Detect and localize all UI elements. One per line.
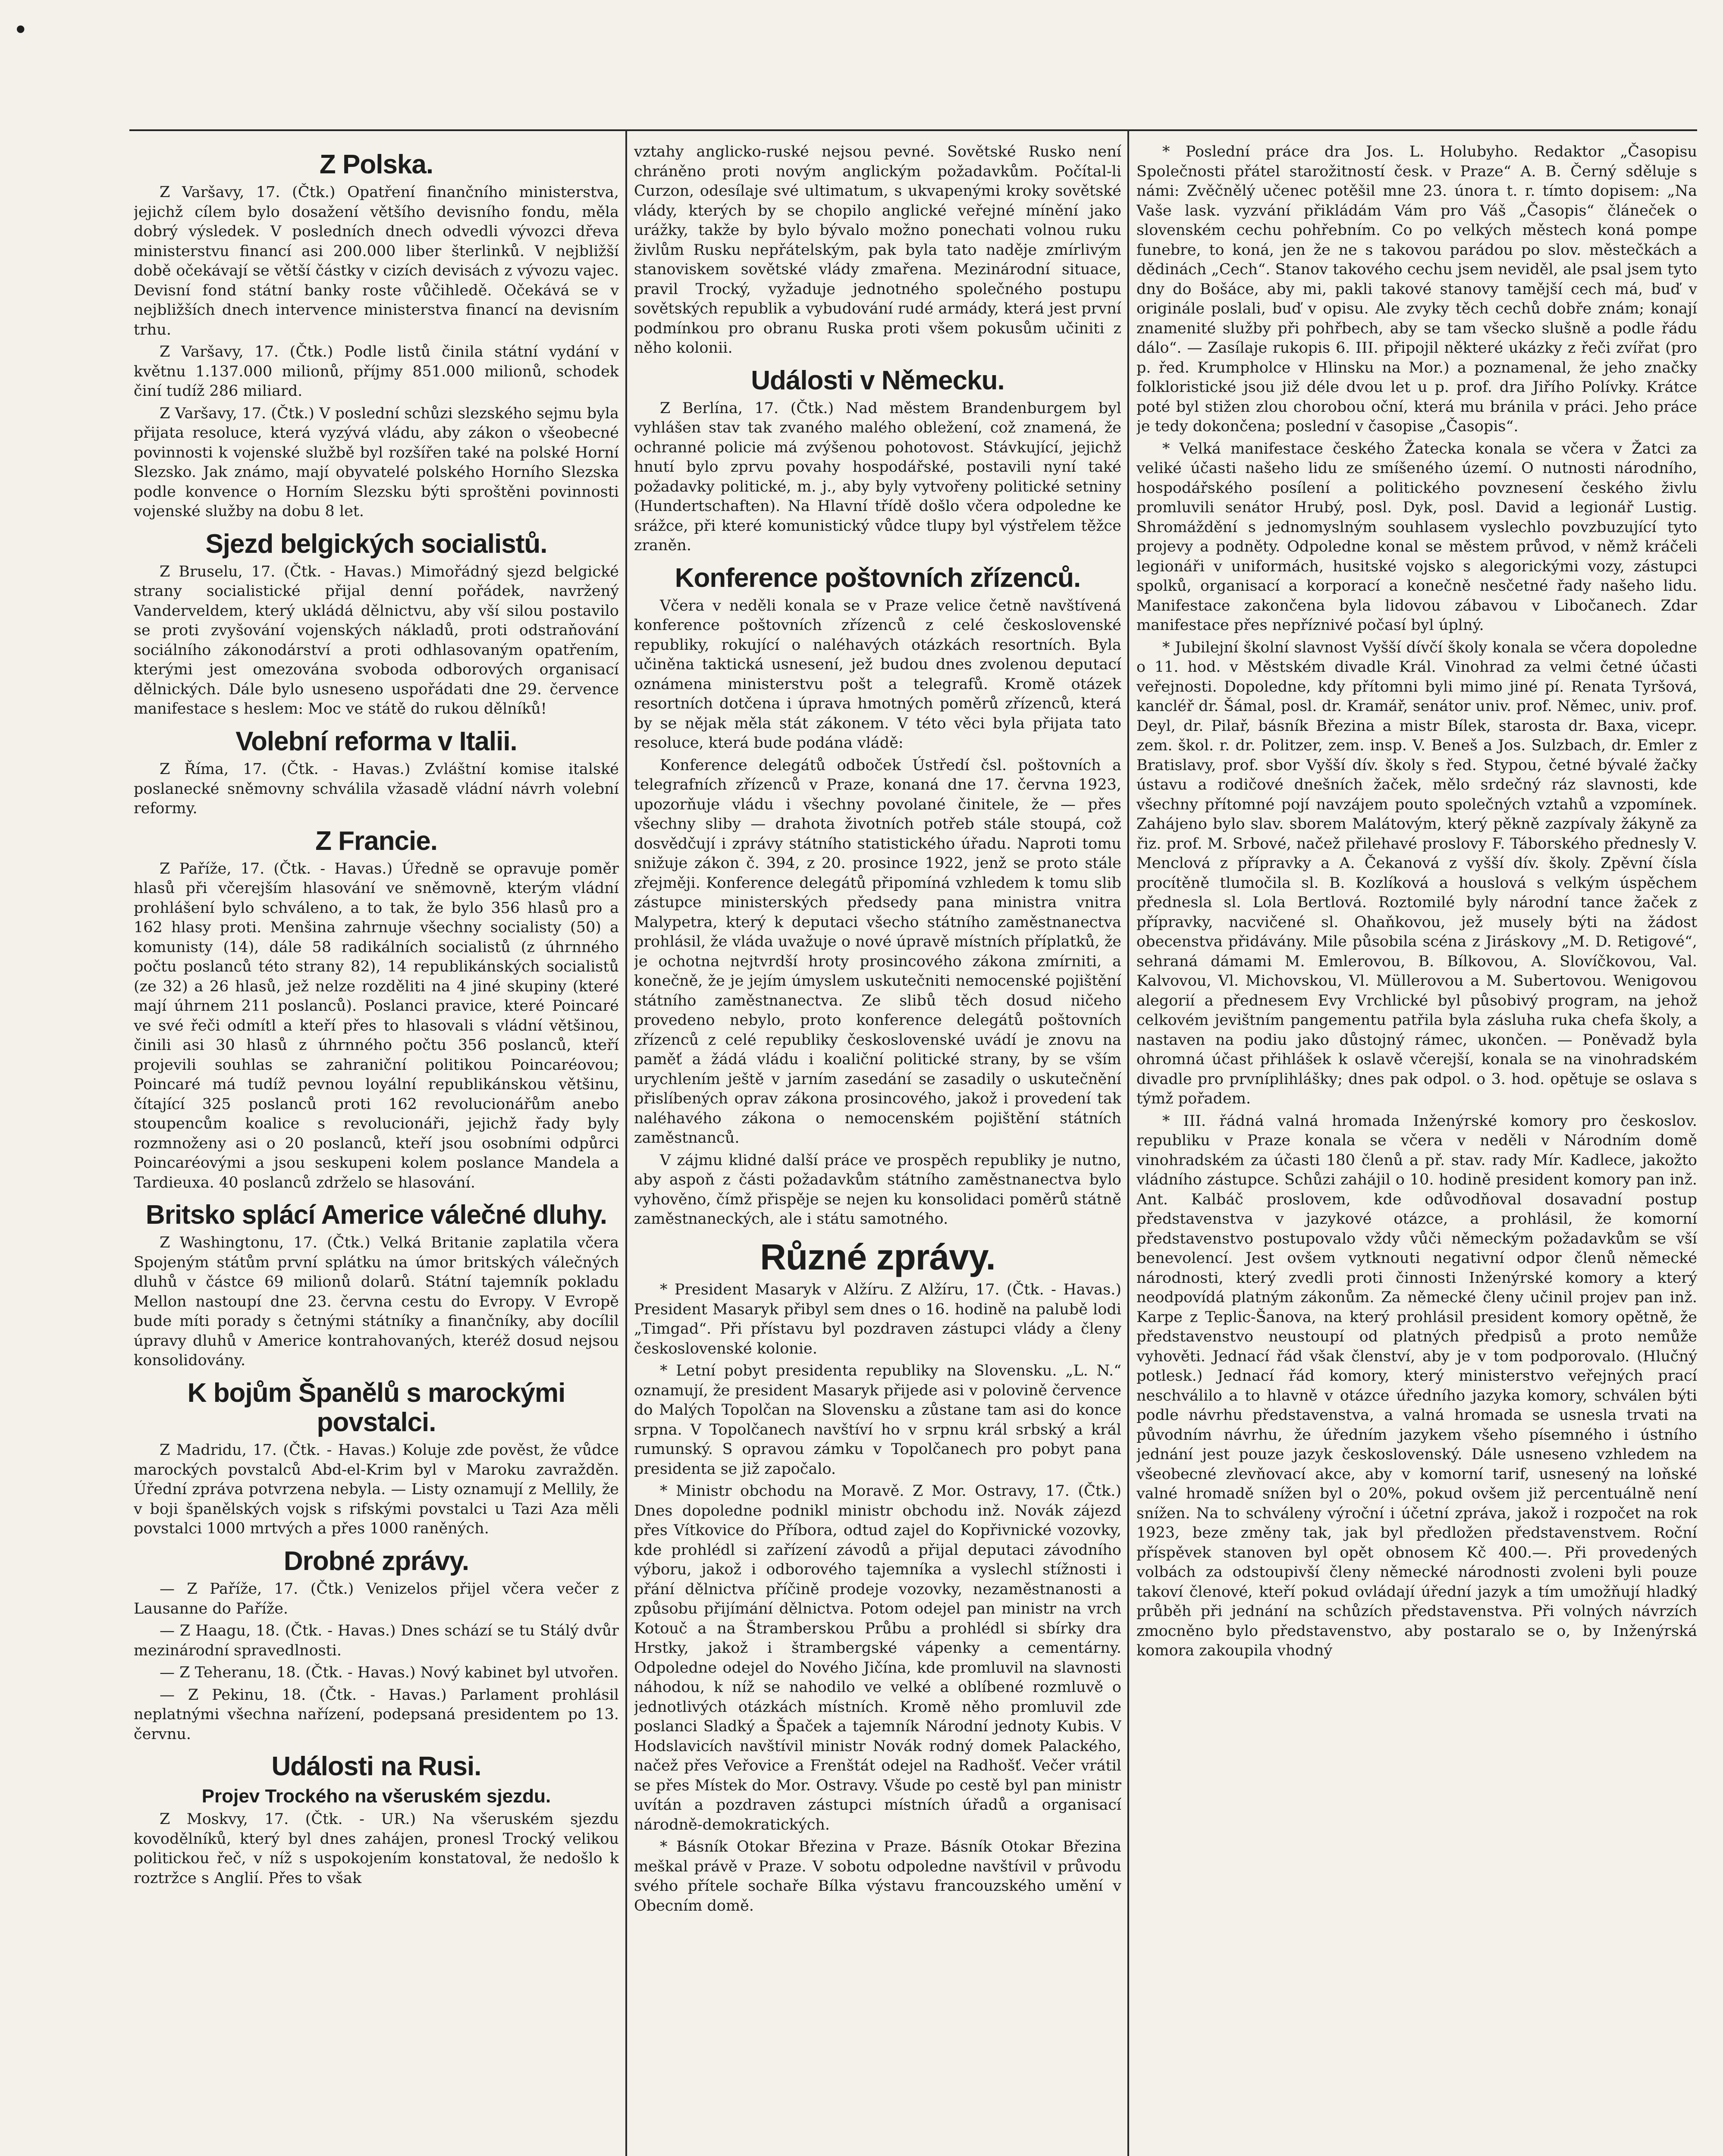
article-paragraph: — Z Pekinu, 18. (Čtk. - Havas.) Parlament prohlásil neplatnými všechna nařízení, podepsaná presidentem po 13. červnu. xyxy=(134,1686,619,1743)
subheadline-trotsky: Projev Trockého na všeruském sjezdu. xyxy=(201,1786,551,1807)
article-paragraph: * Velká manifestace českého Žatecka konala se včera v Žatci za veliké účasti našeho lidu ze smíšeného území. O nutnosti národního, hospodářského posílení a politického povznesení českého živlu promluvili senátor Hrubý, posl. Dyk, posl. David a legionář Lustig. Shromáždění s jednomyslným souhlasem vyslechlo povzbuzující tyto projevy a podněty. Odpoledne konal se městem průvod, v němž kráčeli legionáři v uniformách, husitské vojsko s alegorickými vozy, zástupci spolků, organisací a korporací a konečně nesčetné řady našeho lidu. Manifestace zakončena byla lidovou zábavou v Libočanech. Zdar manifestace přes nepříznivé počasí byl úplný. xyxy=(1136,440,1697,634)
article-paragraph: * President Masaryk v Alžíru. Z Alžíru, 17. (Čtk. - Havas.) President Masaryk přibyl sem dnes o 16. hodině na palubě lodi „Timgad“. Při přístavu byl pozdraven zástupci vlády a členy československé kolonie. xyxy=(634,1281,1121,1357)
headline-poland: Z Polska. xyxy=(319,150,433,179)
article-paragraph: Včera v neděli konala se v Praze velice četně navštívená konference poštovních zřízenců z celé československé republiky, rokující o naléhavých otázkách resortních. Byla učiněna taktická usnesení, jež budou dnes zvolenou deputací oznámena ministerstvu pošt a telegrafů. Kromě otázek resortních dotčena i úprava hmotných poměrů zřízenců, která by se nějak měla stát zákonem. V této věci byla přijata tato resoluce, která bude podána vládě: xyxy=(634,597,1121,752)
article-paragraph: — Z Teheranu, 18. (Čtk. - Havas.) Nový kabinet byl utvořen. xyxy=(160,1664,619,1681)
article-paragraph: * Letní pobyt presidenta republiky na Slovensku. „L. N.“ oznamují, že president Masaryk přijede asi v polovině července do Malých Topolčan na Slovensku a zůstane tam asi do konce srpna. V Topolčanech navštíví ho v srpnu král srbský a král rumunský. S opravou zámku v Topolčanech pro pobyt pana presidenta se již započalo. xyxy=(634,1362,1121,1478)
top-rule xyxy=(129,129,1697,131)
article-paragraph: V zájmu klidné další práce ve prospěch republiky je nutno, aby aspoň z části požadavkům státního zaměstnanectva bylo vyhověno, čímž přispěje se nejen ku konsolidaci poměrů státně zaměstnaneckých, ale i státu samotného. xyxy=(634,1151,1121,1228)
article-paragraph: — Z Paříže, 17. (Čtk.) Venizelos přijel včera večer z Lausanne do Paříže. xyxy=(134,1580,619,1617)
article-paragraph: * III. řádná valná hromada Inženýrské komory pro českoslov. republiku v Praze konala se včera v neděli v Národním domě vinohradském za účasti 180 členů a př. stav. rady Mír. Kadlece, jakožto vládního zástupce. Schůzi zahájil o 10. hodině president komory pan inž. Ant. Kalbáč proslovem, kde odůvodňoval dosavadní postup představenstva v jazykové otázce, a prohlásil, že komorní představenstvo postupovalo vždy vůči německým požadavkům se vší benevolencí. Jest ovšem vytknouti negativní odpor členů německé národnosti, který zvedli proti činnosti Inženýrské komory a který neodpovídá platným zákonům. Za německé členy učinil projev pan inž. Karpe z Teplic-Šanova, na který prohlásil president komory opětně, že představenstvo neustoupí od platných předpisů a proto nemůže vyhověti. Jednací řád však členství, aby je v tom podporovalo. (Hlučný potlesk.) Jednací řád komory, který ministerstvo veřejných prací neschválilo a to hlavně v otázce úředního jazyka komory, schválen býti podle návrhu představenstva, a valná hromada se usnesla trvati na původním návrhu, že úředním jazykem všeho písemného i ústního jednání jest pouze jazyk československý. Dále usneseno vzhledem na všeobecné zlevňovací akce, aby v komorní tarif, usnesený na loňské valné hromadě snížen byl o 20%, pokud ovšem již percentuálně není snížen. Na to schváleny výroční i účetní zpráva, jakož i rozpočet na rok 1923, beze změny tak, jak byl předložen představenstvem. Roční příspěvek stanoven byl opět obnosem Kč 400.—. Při provedených volbách za odstoupivší členy německé národnosti zvoleni byli pouze takoví členové, kteří pokud ovládají úřední jazyk a tím umožňují hladký průběh při jednání na schůzích představenstva. Při volných návrzích zmocněno bylo představenstvo, aby postaralo se o, by Inženýrská komora zakoupila vhodný xyxy=(1136,1112,1697,1659)
headline-germany: Události v Německu. xyxy=(751,365,1004,395)
article-paragraph: Z Varšavy, 17. (Čtk.) Opatření finančního ministerstva, jejichž cílem bylo dosažení většího devisního fondu, měla dobrý výsledek. V posledních dnech odvedli vývozci dřeva ministerstvu financí asi 200.000 liber šterlinků. V nejbližší době očekávají se větší částky v cizích devisách z vývozu vajec. Devisní fond státní banky roste vůčihledě. Očekává se v nejbližších dnech intervence ministerstva financí na devisním trhu. xyxy=(134,184,619,338)
headline-short-news: Drobné zprávy. xyxy=(283,1546,469,1576)
article-paragraph: * Poslední práce dra Jos. L. Holubyho. Redaktor „Časopisu Společnosti přátel starožitností česk. v Praze“ A. B. Černý sděluje s námi: Zvěčnělý učenec potěšil mne 23. února t. r. tímto dopisem: „Na Vaše lask. vyzvání přikládám Vám pro Váš „Časopis“ článeček o slovenském cechu pohřebním. Co po velkých městech koná pompe funebre, to koná, jen že ne s takovou parádou po slov. městečkách a dědinách „Cech“. Stanov takového cechu jsem neviděl, ale psal jsem tyto dny do Bošáce, aby mi, pakli takové stanovy tamější cech má, buď v originále poslali, buď v opisu. Ale zvyky těch cechů dobře znám; konají znamenité služby při pohřbech, aby se tam všecko slušně a podle řádu dálo“. — Zasílaje rukopis 6. III. připojil některé ukázky z řeči zvířat (pro p. řed. Krumpholce v Hlinsku na Mor.) a poznamenal, že jeho značky folkloristické jsou již déle dvou let u p. prof. dra Jiřího Polívky. Krátce poté byl stižen zlou chorobou oční, která mu bránila v práci. Jeho práce je tedy dokončena; poslední v časopise „Časopis“. xyxy=(1136,143,1697,435)
article-paragraph: Z Bruselu, 17. (Čtk. - Havas.) Mimořádný sjezd belgické strany socialistické přijal denní pořádek, navržený Vanderveldem, který ukládá dělnictvu, aby vší silou postavilo se proti zvyšování vojenských nákladů, proti odstraňování sociálního zákonodárství a proti odhlasovaným opatřením, kterými jest omezována svoboda odborových organisací dělnických. Dále bylo usneseno uspořádati dne 29. července manifestace s heslem: Moc ve státě do rukou dělníků! xyxy=(134,563,619,718)
headline-france: Z Francie. xyxy=(315,826,437,856)
article-paragraph: * Básník Otokar Březina v Praze. Básník Otokar Březina meškal právě v Praze. V sobotu odpoledne navštívil v průvodu svého přítele sochaře Bílka výstavu francouzského umění v Obecním domě. xyxy=(634,1838,1121,1915)
headline-britain-debts: Britsko splácí Americe válečné dluhy. xyxy=(145,1200,607,1230)
headline-postal-conference: Konference poštovních zřízenců. xyxy=(675,563,1081,593)
article-paragraph: Z Washingtonu, 17. (Čtk.) Velká Britanie zaplatila včera Spojeným státům první splátku na úmor britských válečných dluhů v částce 69 milionů dolarů. Státní tajemník pokladu Mellon nastoupí dne 23. června cestu do Evropy. V Evropě bude míti porady s četnými státníky a finančníky, aby docílil úpravy dluhů v Americe kontrahovaných, kteréž dosud nejsou konsolidovány. xyxy=(134,1234,619,1369)
article-paragraph: vztahy anglicko-ruské nejsou pevné. Sovětské Rusko není chráněno proti novým anglickým požadavkům. Počítal-li Curzon, odesílaje své ultimatum, s ukvapenými kroky sovětské vlády, kterých by se chopilo anglické veřejné mínění jako urážky, takže by bylo bývalo možno ponechati volnou ruku živlům Rusku nepřátelským, pak byla tato naděje zmírlivým stanoviskem sovětské vlády zmařena. Mezinárodní situace, pravil Trocký, vyžaduje jednotného společného postupu sovětských republik a vybudování rudé armády, která jest první podmínkou pro obranu Ruska proti všem pokusům učiniti z něho kolonii. xyxy=(634,143,1121,357)
column-divider-1 xyxy=(625,129,627,2156)
article-paragraph: * Jubilejní školní slavnost Vyšší dívčí školy konala se včera dopoledne o 11. hod. v Městském divadle Král. Vinohrad za velmi četné účasti veřejnosti. Dopoledne, kdy přítomni byli mimo jiné pí. Renata Tyršová, kancléř dr. Šámal, posl. dr. Kramář, senátor univ. prof. Němec, univ. prof. Deyl, dr. Pilař, básník Březina a mistr Bílek, starosta dr. Baxa, vicepr. zem. škol. r. dr. Politzer, zem. insp. V. Beneš a Jos. Sulzbach, dr. Emler z Bratislavy, prof. sbor Vyšší dív. školy s řed. Stypou, četné bývalé žačky ústavu a rodičové dnešních žaček, mělo srdečný ráz slavnosti, kde všechny přítomné pojí navzájem pouto společných vztahů a vzpomínek. Zahájeno bylo slav. sborem Malátovým, který pěkně zazpívaly žákyně za řiz. prof. M. Srbové, načež přilehavé proslovy F. Táborského přednesly V. Menclová z přípravky a A. Čekanová z vyšší dív. školy. Zpěvní čísla procítěně tlumočila sl. B. Kozlíková a houslová s velkým úspěchem přednesla sl. Lola Bertlová. Roztomilé byly národní tance žaček z přípravky, nacvičené sl. Ohaňkovou, jež musely býti na žádost obecenstva přidávány. Mile působila scéna z Jiráskovy „M. D. Retigové“, sehraná dámami M. Emlerovou, B. Bílkovou, A. Slovíčkovou, Val. Kalvovou, Vl. Michovskou, Vl. Müllerovou a M. Subertovou. Wenigovou alegorií a přednesem Evy Vrchlické byl působivý program, na jehož celkovém jevištním pangementu patřila byla zásluha ruka chefa školy, a nastaven na podiu jako důstojný rámec, ukončen. — Poněvadž byla ohromná účast přihlášek k oslavě včerejší, konala se na vinohradském divadle pro prvníplihlášky; dnes pak odpol. o 3. hod. opětuje se oslava s týmž pořadem. xyxy=(1136,639,1697,1107)
article-paragraph: Z Varšavy, 17. (Čtk.) V poslední schůzi slezského sejmu byla přijata resoluce, která vyzývá vládu, aby zákon o všeobecné povinnosti k vojenské službě byl rozšířen také na polské Horní Slezsko. Jak známo, mají obyvatelé polského Horního Slezska podle konvence o Horním Slezsku býti sproštěni povinnosti vojenské služby na dobu 8 let. xyxy=(134,404,619,520)
article-paragraph: Z Madridu, 17. (Čtk. - Havas.) Koluje zde pověst, že vůdce marockých povstalců Abd-el-Krim byl v Maroku zavražděn. Úřední zpráva potvrzena nebyla. — Listy oznamují z Mellily, že v boji španělských vojsk s rifskými povstalci u Tazi Aza měli povstalci 1000 mrtvých a přes 1000 raněných. xyxy=(134,1442,619,1538)
column-1 xyxy=(134,142,619,2156)
article-paragraph: Z Varšavy, 17. (Čtk.) Podle listů činila státní vydání v květnu 1.137.000 milionů, příjmy 851.000 milionů, schodek činí tudíž 286 miliard. xyxy=(134,343,619,400)
column-2 xyxy=(634,142,1121,2156)
column-divider-2 xyxy=(1127,129,1129,2156)
headline-various-news: Různé zprávy. xyxy=(760,1236,995,1277)
article-paragraph: * Ministr obchodu na Moravě. Z Mor. Ostravy, 17. (Čtk.) Dnes dopoledne podnikl ministr obchodu inž. Novák zájezd přes Vítkovice do Příbora, odtud zajel do Kopřivnické vozovky, kde prohlédl si zařízení závodů a přijal deputaci závodního výboru, jakož i odborového tajemníka a vyslechl stížnosti i přání dělnictva příčině prodeje vozovky, nezaměstnanosti a způsobu přijímání dělnictva. Potom odejel pan ministr na vrch Kotouč a na Štramberskou Průbu a prohlédl si sbírky dra Hrstky, jakož i štrambergské vápenky a cementárny. Odpoledne odejel do Nového Jičína, kde promluvil na slavnosti náhodou, k níž se nahodilo ve velké a oblíbené rozmluvě o jednotlivých otázkách místních. Kromě něho promluvil zde poslanci Sladký a Špaček a tajemník Národní jednoty Kubis. V Hodslavicích navštívil ministr Novák rodný domek Palackého, načež přes Veřovice a Frenštát odejel na Radhošť. Večer vrátil se přes Místek do Mor. Ostravy. Všude po cestě byl pan ministr uvítán a pozdraven zástupci místních úřadů a organisací národně-demokratických. xyxy=(634,1482,1121,1833)
headline-italy-reform: Volební reforma v Italii. xyxy=(235,726,517,756)
article-paragraph: — Z Haagu, 18. (Čtk. - Havas.) Dnes schází se tu Stálý dvůr mezinárodní spravedlnosti. xyxy=(134,1622,619,1659)
article-paragraph: Z Moskvy, 17. (Čtk. - UR.) Na všeruském sjezdu kovodělníků, který byl dnes zahájen, pronesl Trocký velikou politickou řeč, v níž s uspokojením konstatoval, že nedošlo k roztržce s Anglií. Přes to však xyxy=(134,1811,619,1887)
corner-mark: • xyxy=(13,15,28,45)
headline-spain-morocco: K bojům Španělů s marockými povstalci. xyxy=(187,1378,565,1438)
article-paragraph: Konference delegátů odboček Ústředí čsl. poštovních a telegrafních zřízenců v Praze, konaná dne 17. června 1923, upozorňuje vládu i všechny povolané činitele, že — přes všechny sliby — drahota životních potřeb stále stoupá, což dosvědčují i zprávy státního statistického úřadu. Naproti tomu snižuje zákon č. 394, z 20. prosince 1922, jenž se proto stále zřejměji. Konference delegátů připomíná vzhledem k tomu slib zástupce ministerských předsedy pana ministra vnitra Malypetra, který k deputaci všecho státního zaměstnanectva prohlásil, že vláda uvažuje o nové úpravě místních příplatků, že je ochotna nejtvrdší hroty prosincového zákona zmírniti, a konečně, že je jejím úmyslem uskutečniti nemocenské pojištění státního zaměstnanectva. Ze slibů těch dosud ničeho provedeno nebylo, proto konference delegátů poštovních zřízenců z celé republiky československé uvádí je znovu na paměť a žádá vládu i koaliční politické strany, by se vším urychlením ještě v jarním zasedání se zasadily o uskutečnění přislíbených oprav zákona prosincového, jakož i provedení tak naléhavého zákona o nemocenském pojištění státních zaměstnanců. xyxy=(634,756,1121,1147)
article-paragraph: Z Říma, 17. (Čtk. - Havas.) Zvláštní komise italské poslanecké sněmovny schválila vžasadě vládní návrh volební reformy. xyxy=(134,761,619,818)
headline-belgian-socialists: Sjezd belgických socialistů. xyxy=(205,529,547,559)
article-paragraph: Z Berlína, 17. (Čtk.) Nad městem Brandenburgem byl vyhlášen stav tak zvaného malého obležení, což znamená, že ochranné policie má zvýšenou pohotovost. Stávkující, jejichž hnutí bylo zprvu povahy hospodářské, postavili nyní také požadavky politické, m. j., aby byly vytvořeny politické setniny (Hundertschaften). Na Hlavní třídě došlo včera odpoledne ke srážce, při které komunistický vůdce tlupy byl výstřelem těžce zraněn. xyxy=(634,399,1121,555)
article-paragraph: Z Paříže, 17. (Čtk. - Havas.) Úředně se opravuje poměr hlasů při včerejším hlasování ve sněmovně, kterým vládní prohlášení bylo schváleno, a to tak, že bylo 356 hlasů pro a 162 hlasy proti. Menšina zahrnuje všechny socialisty (50) a komunisty (14), dále 58 radikálních socialistů (z úhrnného počtu poslanců této strany 82), 14 republikánských socialistů (ze 32) a 26 hlasů, jež nelze rozděliti na 4 jiné skupiny (které mají úhrnem 211 poslanců). Poslanci pravice, které Poincaré ve své řeči odmítl a kteří přes to hlasovali s vládní většinou, činili asi 30 hlasů z úhrnného počtu 356 poslanců, kteří projevili souhlas se zahraniční politikou Poincaréovou; Poincaré má tudíž pevnou loyální republikánskou většinu, čítající 325 poslanců proti 162 revolucionářům anebo stoupencům koalice s revolucionáři, jejichž řady byly rozmnoženy asi o 20 poslanců, kteří jsou osobními odpůrci Poincaréovými a jsou seskupeni kolem poslance Mandela a Tardieuxa. 40 poslanců zdrželo se hlasování. xyxy=(134,860,619,1191)
headline-russia: Události na Rusi. xyxy=(271,1752,481,1781)
column-3 xyxy=(1136,142,1697,2156)
